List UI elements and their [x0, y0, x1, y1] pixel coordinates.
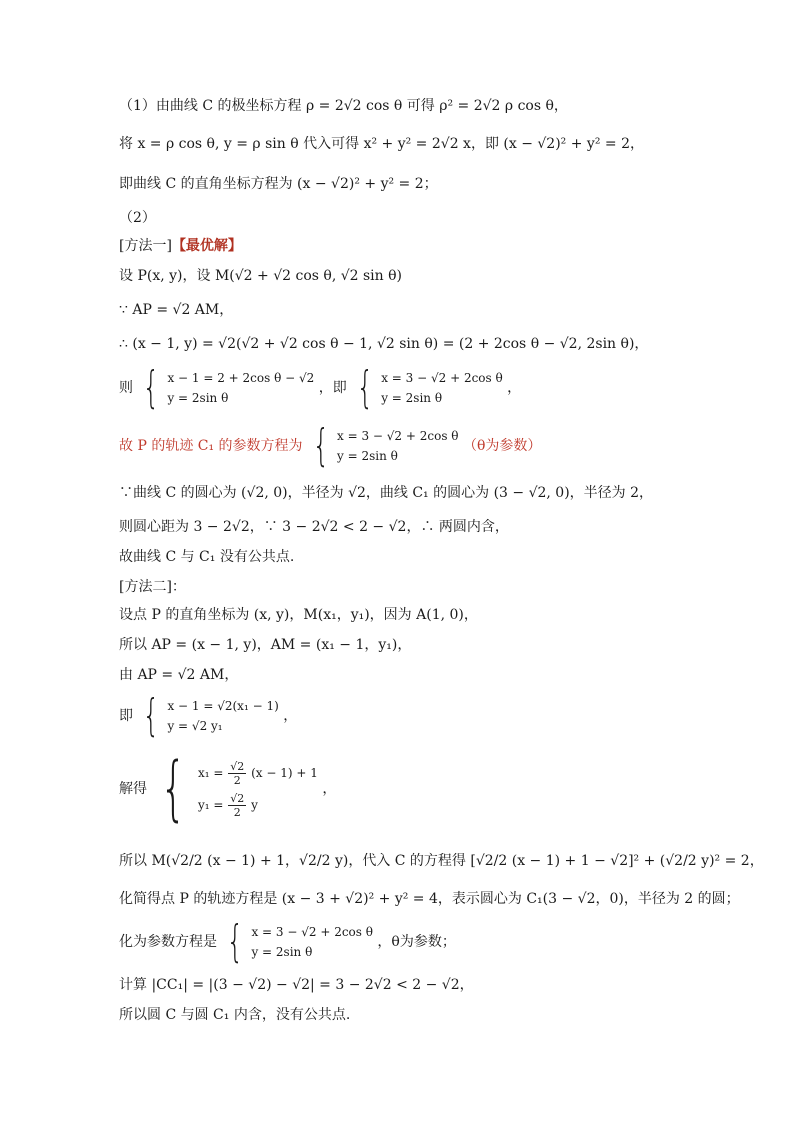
method1-title-best: 【最优解】 [171, 238, 242, 254]
m1-line4-end: ， [507, 380, 522, 396]
m2-system-1 [137, 690, 279, 741]
m2-line8-end: ，θ为参数； [377, 934, 456, 950]
m2-line9: 计算 |CC₁| = |(3 − √2) − √2| = 3 − 2√2 < 2 − √2， [119, 977, 474, 993]
m1-line8: 故曲线 C 与 C₁ 没有公共点. [119, 549, 295, 565]
m1-system-2-row2: y = 2sin θ [381, 391, 443, 405]
m1-line4-prefix: 则 [119, 380, 133, 396]
m2-system-1-row2: y = √2 y₁ [167, 719, 223, 733]
m1-line7: 则圆心距为 3 − 2√2，∵ 3 − 2√2 < 2 − √2，∴ 两圆内含， [119, 519, 509, 535]
part1-line3: 即曲线 C 的直角坐标方程为 (x − √2)² + y² = 2； [119, 176, 438, 192]
m2-line3: 由 AP = √2 AM， [119, 667, 239, 683]
m2-system-1-row1: x − 1 = √2(x₁ − 1) [167, 699, 279, 713]
m2-line4-prefix: 即 [119, 708, 133, 724]
method2-title: [方法二]： [119, 579, 186, 595]
m2-line5 [119, 747, 337, 829]
fraction-denominator: 2 [233, 806, 241, 819]
m2-line1: 设点 P 的直角坐标为 (x, y)，M(x₁，y₁)，因为 A(1, 0)， [119, 607, 478, 623]
m2-line2: 所以 AP = (x − 1, y)，AM = (x₁ − 1，y₁)， [119, 637, 412, 653]
m1-system-1-row2: y = 2sin θ [167, 391, 229, 405]
brace-icon: { [143, 362, 160, 413]
m1-line5 [119, 420, 542, 471]
brace-icon: { [312, 420, 330, 471]
m1-line5-prefix: 故 P 的轨迹 C₁ 的参数方程为 [119, 438, 303, 454]
fraction [228, 760, 246, 787]
m2-line7: 化简得点 P 的轨迹方程是 (x − 3 + √2)² + y² = 4，表示圆心为 C₁(3 − √2，0)，半径为 2 的圆； [119, 891, 740, 907]
method1-title [119, 237, 242, 255]
method1-title-a: [方法一] [119, 238, 172, 254]
m1-system-2 [351, 362, 503, 413]
part1-line1: （1）由曲线 C 的极坐标方程 ρ = 2√2 cos θ 可得 ρ² = 2√2 ρ cos θ， [119, 98, 568, 114]
m2-system-2-row1-lhs: x₁ = [198, 766, 224, 780]
brace-icon: { [143, 690, 160, 741]
brace-icon: { [160, 747, 188, 829]
m1-line4 [119, 362, 522, 413]
m1-system-3-row2: y = 2sin θ [337, 449, 398, 463]
brace-icon: { [227, 916, 244, 967]
m1-system-1-row1: x − 1 = 2 + 2cos θ − √2 [167, 371, 315, 385]
m1-system-3 [307, 420, 459, 471]
fraction-numerator: √2 [230, 792, 245, 805]
m2-line5-prefix: 解得 [119, 781, 147, 797]
m2-line5-end: ， [322, 781, 337, 797]
part2-label: （2） [119, 210, 156, 226]
brace-icon: { [356, 362, 374, 413]
fraction-numerator: √2 [230, 760, 245, 773]
m1-system-3-row1: x = 3 − √2 + 2cos θ [337, 429, 459, 443]
fraction-denominator: 2 [233, 774, 241, 787]
m1-line2: ∵ AP = √2 AM， [119, 302, 234, 318]
m2-line4-end: ， [283, 708, 298, 724]
m1-line3: ∴ (x − 1, y) = √2(√2 + √2 cos θ − 1, √2 sin θ) = (2 + 2cos θ − √2, 2sin θ)， [119, 336, 649, 352]
m2-system-3-row2: y = 2sin θ [251, 945, 313, 959]
m1-line1: 设 P(x, y)，设 M(√2 + √2 cos θ, √2 sin θ) [119, 268, 403, 284]
m2-system-2-row2 [198, 789, 318, 821]
m1-system-2-row1: x = 3 − √2 + 2cos θ [381, 371, 503, 385]
m1-line6: ∵曲线 C 的圆心为 (√2, 0)，半径为 √2，曲线 C₁ 的圆心为 (3 − √2, 0)，半径为 2， [119, 485, 654, 501]
m2-line10: 所以圆 C 与圆 C₁ 内含，没有公共点. [119, 1007, 351, 1023]
m2-line8-prefix: 化为参数方程是 [119, 934, 217, 950]
m2-line8 [119, 916, 456, 967]
m2-system-2-row2-rhs: y [251, 798, 258, 812]
part1-line2: 将 x = ρ cos θ, y = ρ sin θ 代入可得 x² + y² = 2√2 x，即 (x − √2)² + y² = 2， [119, 136, 644, 152]
m2-system-2-row1-rhs: (x − 1) + 1 [251, 766, 318, 780]
m1-system-1 [137, 362, 315, 413]
m2-system-2 [151, 747, 318, 829]
m2-system-3 [221, 916, 373, 967]
m2-system-2-row1 [198, 757, 318, 789]
fraction [228, 792, 246, 819]
m2-line4 [119, 690, 298, 741]
m2-system-2-row2-lhs: y₁ = [198, 798, 224, 812]
m1-line4-mid: ，即 [318, 380, 347, 396]
m2-system-3-row1: x = 3 − √2 + 2cos θ [251, 925, 373, 939]
m2-line6: 所以 M(√2/2 (x − 1) + 1，√2/2 y)，代入 C 的方程得 [√2/2 (x − 1) + 1 − √2]² + (√2/2 y)² = 2， [119, 853, 764, 869]
m1-line5-end: （θ为参数） [462, 438, 542, 454]
